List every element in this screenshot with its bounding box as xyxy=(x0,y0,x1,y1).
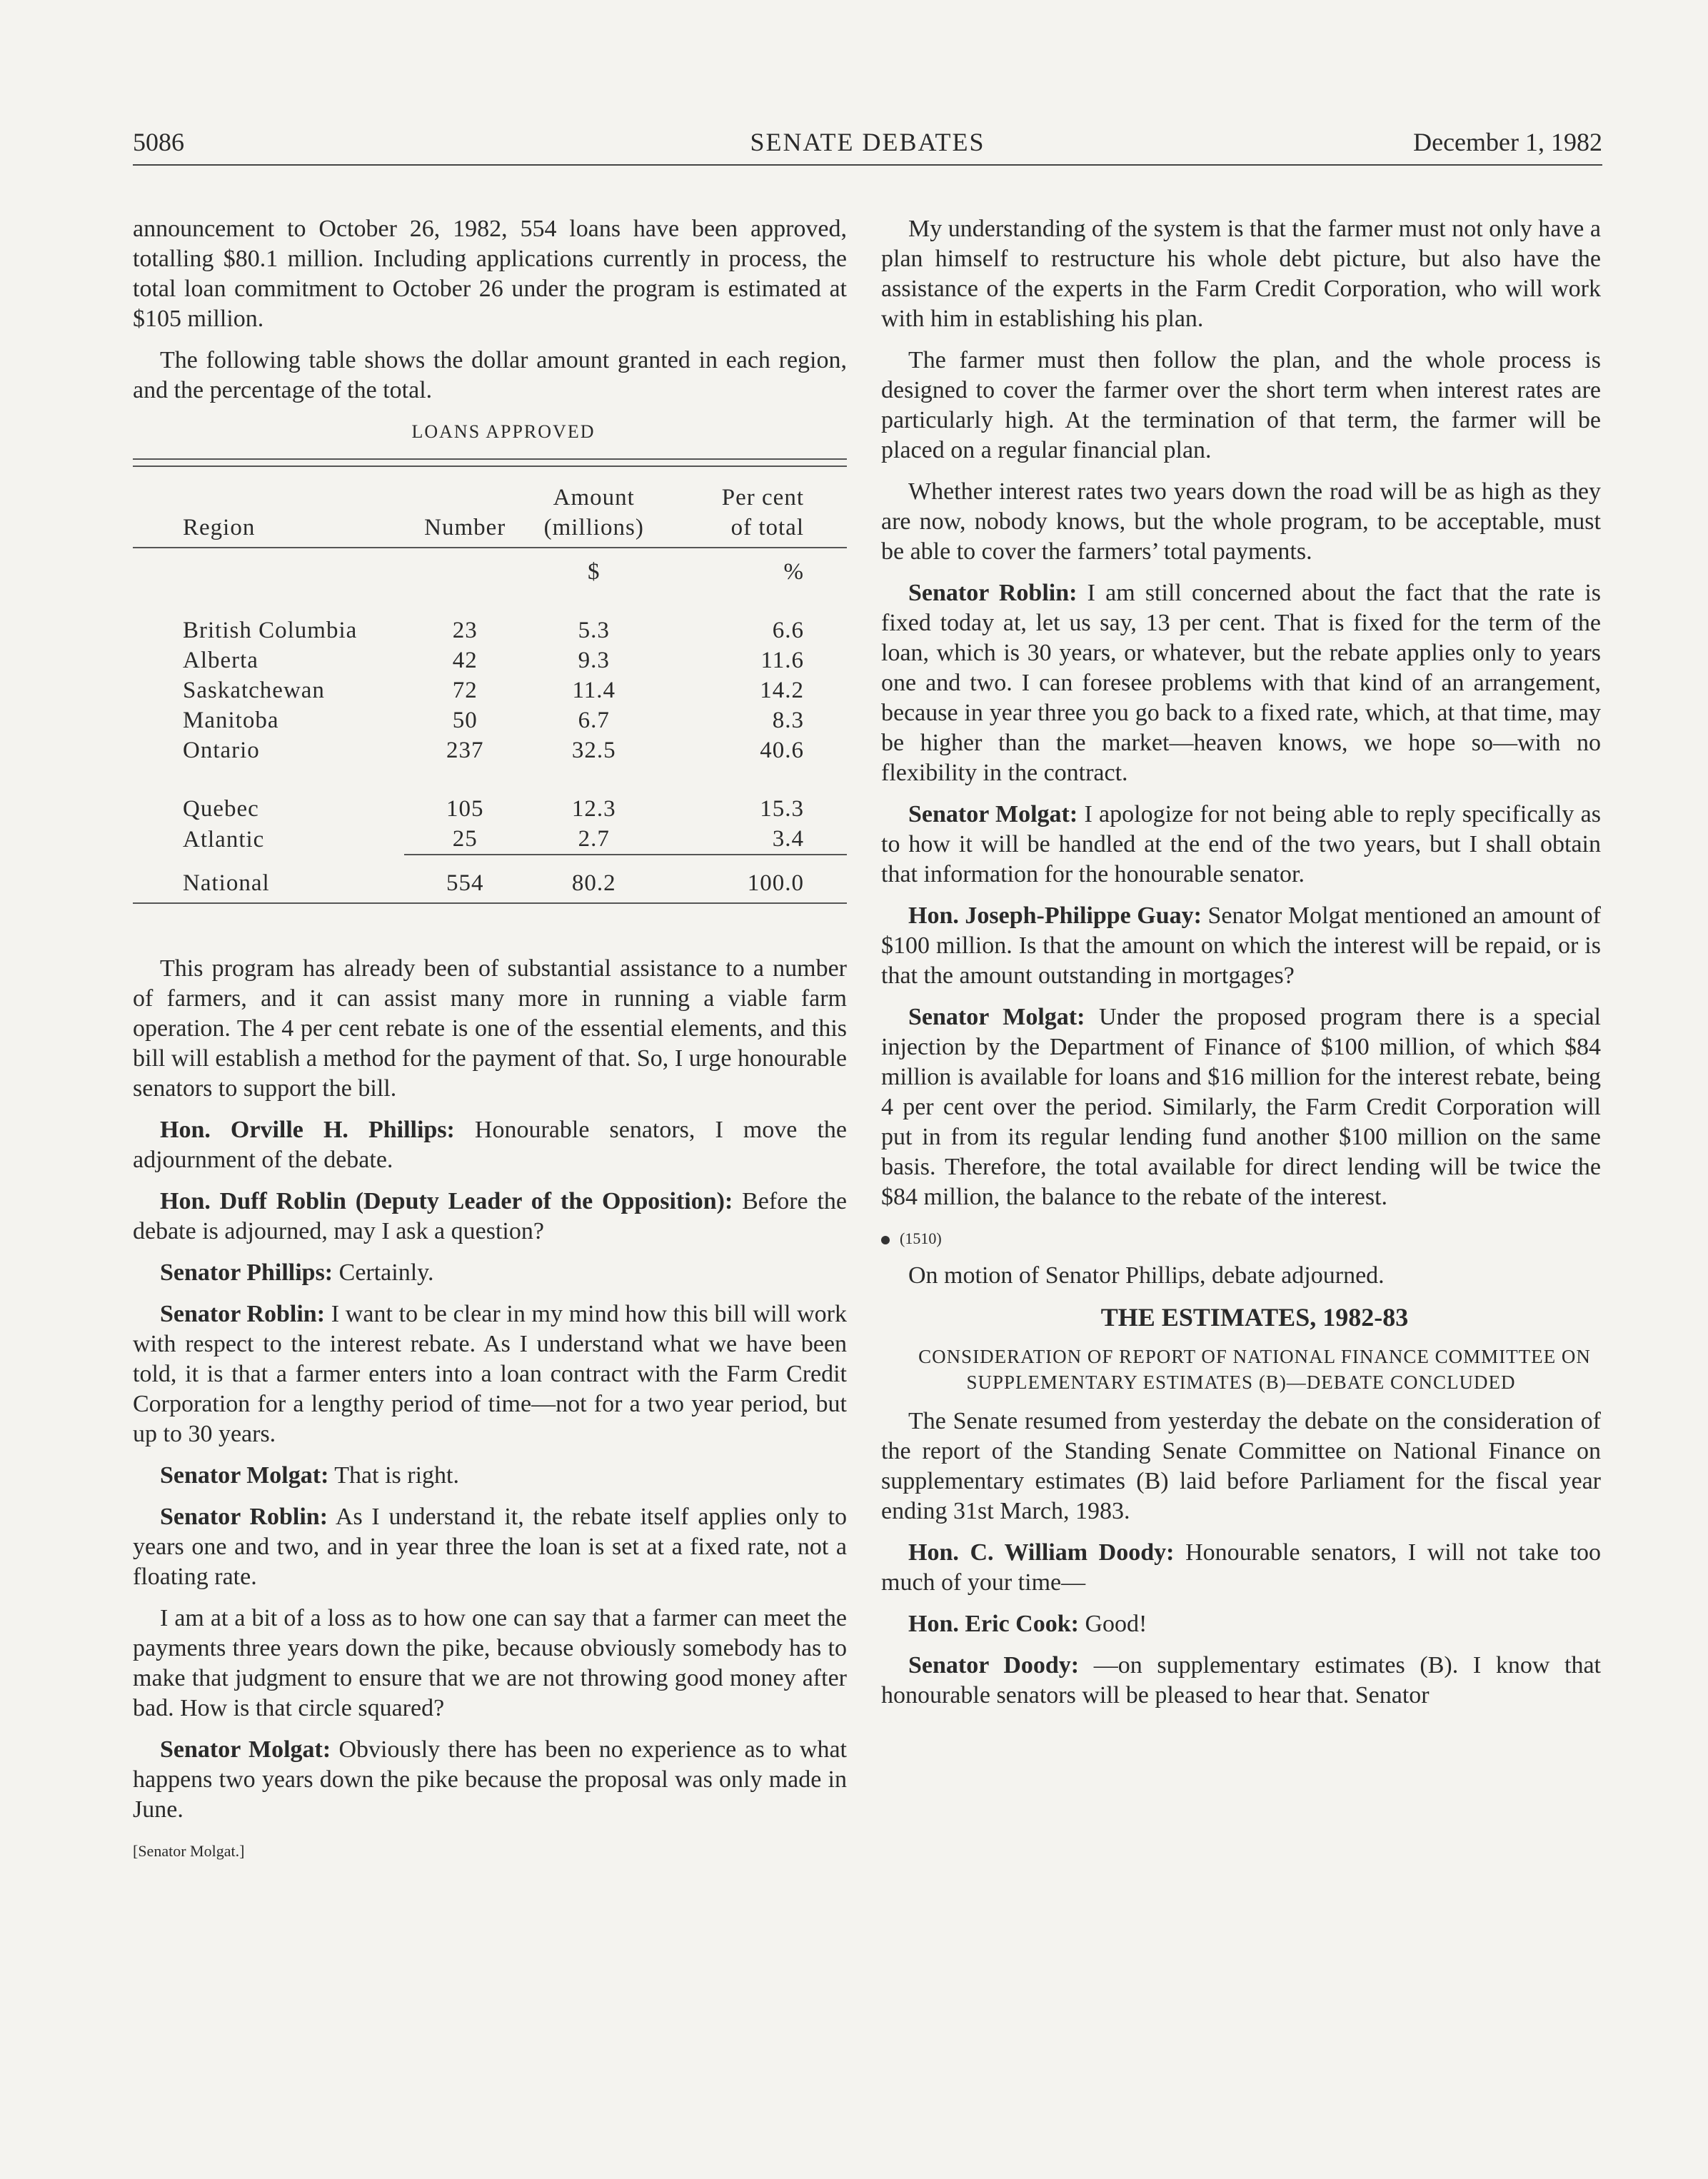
table-top-rule xyxy=(133,459,847,466)
speaker-name: Hon. Joseph-Philippe Guay: xyxy=(908,902,1202,929)
paragraph xyxy=(881,1002,1601,1212)
left-column xyxy=(133,214,847,1878)
cell-region: Ontario xyxy=(183,738,260,763)
speaker-name: Senator Molgat: xyxy=(908,801,1078,827)
page-number: 5086 xyxy=(133,128,184,156)
paragraph xyxy=(133,1187,847,1247)
cell-percent: 3.4 xyxy=(772,826,804,852)
speech-text: Honourable senators, I will not take too much of your time— xyxy=(881,1539,1601,1596)
unit-percent: % xyxy=(783,559,804,585)
publication-title: SENATE DEBATES xyxy=(750,128,985,156)
cell-amount: 11.4 xyxy=(572,678,616,703)
speaker-name: Senator Roblin: xyxy=(908,580,1077,606)
speech-text: Under the proposed program there is a special injection by the Department of Finance of $100 million, of which $84 million is available for loans and $16 million for the interest rebate, being 4 per cent over the period. Similarly, the Farm Credit Corporation will put in from its regular lending fund another $100 million on the same basis. Therefore, the total available for direct lending will be twice the $84 million, the balance to the rebate of the interest. xyxy=(881,1004,1602,1210)
speech-text: Certainly. xyxy=(333,1259,434,1286)
paragraph xyxy=(133,1735,847,1825)
table-row xyxy=(133,794,847,824)
cell-amount: 2.7 xyxy=(578,826,610,852)
paragraph xyxy=(133,1502,847,1592)
column-footer: [Senator Molgat.] xyxy=(133,1842,245,1860)
cell-number: 25 xyxy=(452,826,478,852)
speaker-name: Senator Roblin: xyxy=(160,1301,326,1327)
speech-text: —on supplementary estimates (B). I know that honourable senators will be pleased to hear that. Senator xyxy=(881,1652,1601,1709)
speech-text: Obviously there has been no experience as to what happens two years down the pike because the proposal was only made in June. xyxy=(133,1736,848,1823)
header-amount xyxy=(526,466,662,548)
cell-amount: 12.3 xyxy=(571,796,616,822)
bullet-icon xyxy=(881,1236,890,1244)
paragraph xyxy=(133,1258,847,1288)
section-title: THE ESTIMATES, 1982-83 xyxy=(1100,1303,1409,1332)
table-row xyxy=(133,675,847,705)
cell-percent: 11.6 xyxy=(760,648,804,673)
cell-region: Quebec xyxy=(183,796,259,822)
table-total-row xyxy=(133,855,847,903)
cell-percent: 14.2 xyxy=(760,678,804,703)
paragraph: announcement to October 26, 1982, 554 loans have been approved, totalling $80.1 million. Including applications currently in process, the total loan commitment to October 26 under the program is estimated at $105 million. xyxy=(133,216,847,332)
cell-region: Saskatchewan xyxy=(183,678,325,703)
speaker-name: Hon. Orville H. Phillips: xyxy=(160,1117,455,1143)
total-region: National xyxy=(133,855,404,903)
speech-text: Senator Molgat mentioned an amount of $100 million. Is that the amount on which the interest will be repaid, or is that the amount outstanding in mortgages? xyxy=(881,902,1602,989)
page-date: December 1, 1982 xyxy=(1413,128,1602,156)
speech-text: That is right. xyxy=(328,1462,459,1489)
speech-text: As I understand it, the rebate itself applies only to years one and two, and in year three the loan is set at a fixed rate, not a floating rate. xyxy=(133,1504,847,1590)
paragraph: On motion of Senator Phillips, debate adjourned. xyxy=(908,1262,1385,1289)
cell-amount: 5.3 xyxy=(578,618,610,643)
paragraph xyxy=(133,1115,847,1175)
speaker-name: Senator Molgat: xyxy=(908,1004,1085,1030)
table-title: LOANS APPROVED xyxy=(411,421,596,442)
cell-percent: 15.3 xyxy=(760,796,804,822)
header-number: Number xyxy=(404,466,526,548)
cell-number: 105 xyxy=(446,796,484,822)
cell-number: 237 xyxy=(446,738,484,763)
speaker-name: Senator Phillips: xyxy=(160,1259,333,1286)
header-percent-line2: of total xyxy=(730,515,804,540)
speaker-name: Senator Molgat: xyxy=(160,1736,331,1763)
speaker-name: Senator Doody: xyxy=(908,1652,1080,1679)
cell-region: Alberta xyxy=(183,648,258,673)
table-header-row xyxy=(133,466,847,548)
paragraph xyxy=(881,1538,1601,1598)
header-rule xyxy=(133,164,1602,166)
cell-percent: 8.3 xyxy=(772,708,804,733)
total-amount: 80.2 xyxy=(526,855,662,903)
cell-region: British Columbia xyxy=(183,618,358,643)
paragraph xyxy=(881,1651,1601,1711)
cell-amount: 6.7 xyxy=(578,708,610,733)
page-header xyxy=(133,127,1602,164)
speech-text: I apologize for not being able to reply specifically as to how it will be handled at the end of the two years, but I shall obtain that information for the honourable senator. xyxy=(881,801,1602,887)
table-row xyxy=(133,824,847,855)
speaker-name: Hon. C. William Doody: xyxy=(908,1539,1175,1566)
speech-text: Good! xyxy=(1078,1611,1147,1637)
table-row xyxy=(133,615,847,645)
header-region: Region xyxy=(133,466,404,548)
paragraph xyxy=(133,1461,847,1491)
header-percent xyxy=(662,466,847,548)
paragraph xyxy=(881,578,1601,788)
section-subtitle: CONSIDERATION OF REPORT OF NATIONAL FINANCE COMMITTEE ON SUPPLEMENTARY ESTIMATES (B)—DEBATE CONCLUDED xyxy=(918,1346,1591,1393)
speech-text: I want to be clear in my mind how this bill will work with respect to the interest rebate. As I understand what we have been told, it is that a farmer enters into a loan contract with the Farm Credit Corporation for a lengthy period of time—not for a two year period, but up to 30 years. xyxy=(133,1301,848,1447)
paragraph: This program has already been of substantial assistance to a number of farmers, and it can assist many more in running a viable farm operation. The 4 per cent rebate is one of the essential elements, and this bill will establish a method for the payment of that. So, I urge honourable senators to support the bill. xyxy=(133,955,847,1102)
speech-text: I am still concerned about the fact that the rate is fixed today at, let us say, 13 per cent. That is fixed for the term of the loan, which is 30 years, or whatever, but the rebate applies only to years one and two. I can foresee problems with that kind of an arrangement, because in year three you go back to a fixed rate, which, at that time, may be higher than the market—heaven knows, we hope so—with no flexibility in the contract. xyxy=(881,580,1602,786)
paragraph xyxy=(133,1299,847,1449)
total-percent: 100.0 xyxy=(662,855,847,903)
paragraph xyxy=(881,901,1601,991)
paragraph xyxy=(881,800,1601,890)
paragraph: I am at a bit of a loss as to how one can say that a farmer can meet the payments three years down the pike, because obviously somebody has to make that judgment to ensure that we are not throwing good money after bad. How is that circle squared? xyxy=(133,1605,847,1721)
cell-region: Manitoba xyxy=(183,708,279,733)
table-row xyxy=(133,705,847,735)
cell-region: Atlantic xyxy=(183,826,265,852)
header-amount-line1: Amount xyxy=(553,485,635,510)
paragraph: The following table shows the dollar amount granted in each region, and the percentage of the total. xyxy=(133,347,847,403)
total-number: 554 xyxy=(404,855,526,903)
cell-amount: 9.3 xyxy=(578,648,610,673)
header-percent-line1: Per cent xyxy=(721,485,804,510)
speaker-name: Hon. Duff Roblin (Deputy Leader of the Opposition): xyxy=(160,1188,733,1214)
speech-text: Before the debate is adjourned, may I ask a question? xyxy=(133,1188,847,1244)
cell-amount: 32.5 xyxy=(571,738,616,763)
speaker-name: Senator Roblin: xyxy=(160,1504,328,1530)
cell-percent: 6.6 xyxy=(772,618,804,643)
paragraph: My understanding of the system is that the farmer must not only have a plan himself to restructure his whole debt picture, but also have the assistance of the experts in the Farm Credit Corporation, who will work with him in establishing his plan. xyxy=(881,216,1601,332)
speaker-name: Senator Molgat: xyxy=(160,1462,329,1489)
table-row xyxy=(133,735,847,765)
speech-text: Honourable senators, I move the adjournment of the debate. xyxy=(133,1117,847,1173)
cell-number: 42 xyxy=(452,648,478,673)
timecode xyxy=(881,1224,1601,1254)
table-units-row xyxy=(133,548,847,615)
speaker-name: Hon. Eric Cook: xyxy=(908,1611,1079,1637)
unit-amount: $ xyxy=(587,559,601,585)
paragraph: The Senate resumed from yesterday the debate on the consideration of the report of the Standing Senate Committee on National Finance on supplementary estimates (B) laid before Parliament for the fiscal year ending 31st March, 1983. xyxy=(881,1408,1601,1524)
timecode-text: (1510) xyxy=(900,1229,942,1247)
cell-number: 72 xyxy=(452,678,478,703)
loans-table xyxy=(133,458,847,904)
paragraph xyxy=(881,1609,1601,1639)
cell-percent: 40.6 xyxy=(760,738,804,763)
right-column xyxy=(881,214,1601,1722)
cell-number: 50 xyxy=(452,708,478,733)
paragraph: The farmer must then follow the plan, and the whole process is designed to cover the farmer over the short term when interest rates are particularly high. At the termination of that term, the farmer will be placed on a regular financial plan. xyxy=(881,347,1601,463)
paragraph: Whether interest rates two years down the road will be as high as they are now, nobody knows, but the whole program, to be acceptable, must be able to cover the farmers’ total payments. xyxy=(881,478,1601,565)
cell-number: 23 xyxy=(452,618,478,643)
header-amount-line2: (millions) xyxy=(543,515,644,540)
table-gap xyxy=(133,765,847,794)
table-row xyxy=(133,645,847,675)
